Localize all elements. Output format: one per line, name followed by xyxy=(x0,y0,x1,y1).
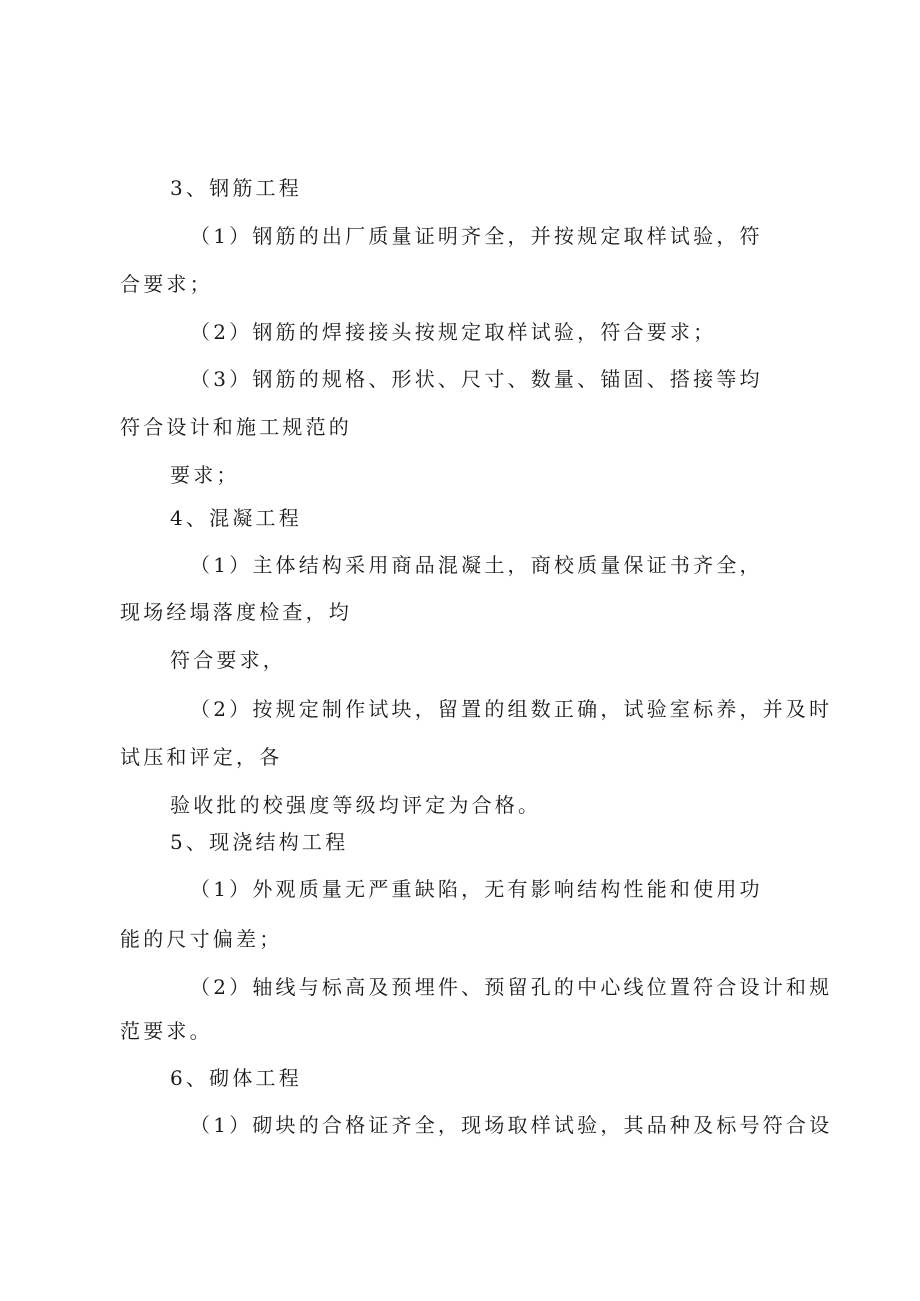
cast-item-1-continuation: 能的尺寸偏差； xyxy=(120,927,283,951)
section-heading-cast-in-place: 5、现浇结构工程 xyxy=(170,830,349,854)
concrete-item-2: （2）按规定制作试块，留置的组数正确，试验室标养，并及时 xyxy=(190,697,833,721)
concrete-item-1-continuation: 现场经塌落度检查，均 xyxy=(120,600,352,624)
cast-item-2: （2）轴线与标高及预埋件、预留孔的中心线位置符合设计和规 xyxy=(190,975,833,999)
rebar-item-1: （1）钢筋的出厂质量证明齐全，并按规定取样试验，符 xyxy=(190,224,763,248)
rebar-item-2: （2）钢筋的焊接接头按规定取样试验，符合要求； xyxy=(190,320,717,344)
cast-item-2-continuation: 范要求。 xyxy=(120,1019,213,1043)
masonry-item-1: （1）砌块的合格证齐全，现场取样试验，其品种及标号符合设 xyxy=(190,1113,833,1137)
rebar-item-3-continuation: 符合设计和施工规范的 xyxy=(120,415,352,439)
section-heading-rebar: 3、钢筋工程 xyxy=(170,176,302,200)
section-heading-concrete: 4、混凝工程 xyxy=(170,506,302,530)
cast-item-1: （1）外观质量无严重缺陷，无有影响结构性能和使用功 xyxy=(190,877,763,901)
concrete-item-1: （1）主体结构采用商品混凝土，商校质量保证书齐全， xyxy=(190,553,763,577)
rebar-item-3-continuation-2: 要求； xyxy=(170,463,240,487)
concrete-item-2-continuation-2: 验收批的校强度等级均评定为合格。 xyxy=(170,793,542,817)
rebar-item-3: （3）钢筋的规格、形状、尺寸、数量、锚固、搭接等均 xyxy=(190,367,763,391)
section-heading-masonry: 6、砌体工程 xyxy=(170,1066,302,1090)
concrete-item-1-continuation-2: 符合要求， xyxy=(170,648,286,672)
concrete-item-2-continuation: 试压和评定，各 xyxy=(120,745,283,769)
rebar-item-1-continuation: 合要求； xyxy=(120,272,213,296)
